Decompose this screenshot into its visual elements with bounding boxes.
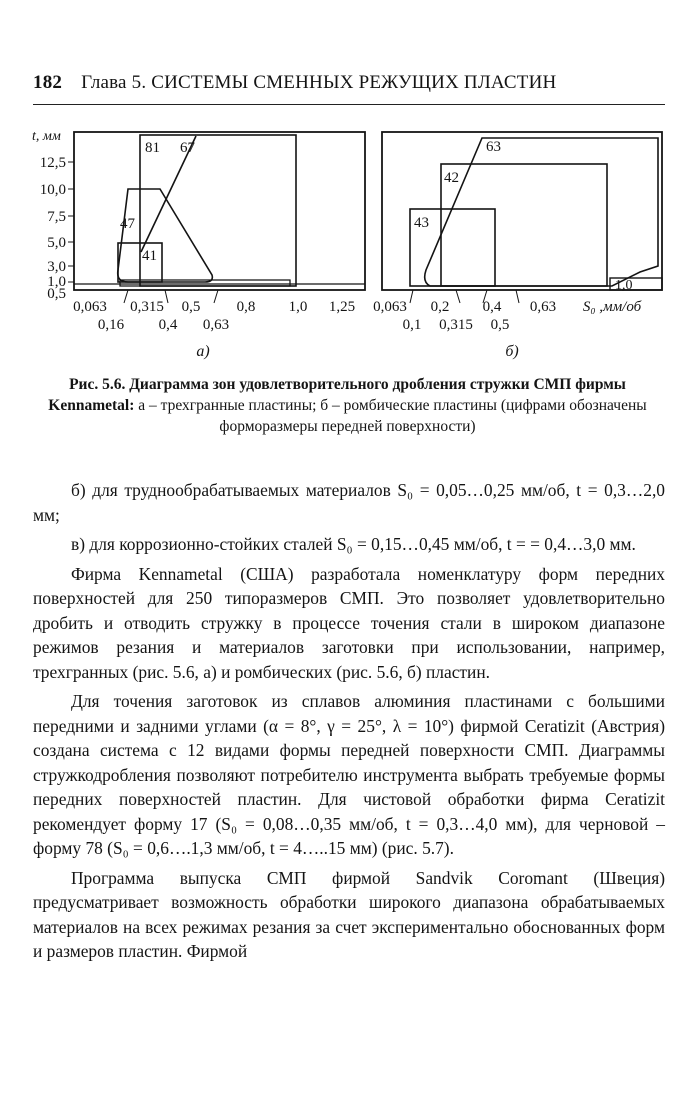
- zone-label-1-0: 1,0: [615, 278, 633, 293]
- x-tick-a: 0,063: [73, 299, 107, 315]
- paragraph: Фирма Kennametal (США) разработала номенклатуру форм передних поверхностей для 250 типоразмеров СМП. Это позволяет удовлетворительно дробить и отводить стружку в процессе точения стали в широком диапазоне режимов резания и материалов заготовки при использовании, например, трехгранных (рис. 5.6, а) и ромбических (рис. 5.6, б) пластин.: [33, 563, 665, 682]
- x-tick-b: 0,063: [373, 299, 407, 315]
- paragraph: Для точения заготовок из сплавов алюминия пластинами с большими передними и задними углами (α = 8°, γ = 25°, λ = 10°) фирмой Ceratizit (Австрия) создана система с 12 видами формы передней поверхности СМП. Диаграммы стружкодробления позволяют потребителю инструмента выбрать требуемые формы передних поверхностей пластин. Для чистовой обработки фирма Ceratizit рекомендует форму 17 (S₀ = 0,08…0,35 мм/об, t = 0,3…4,0 мм), для черновой – форму 78 (S₀ = 0,6….1,3 мм/об, t = 4…..15 мм) (рис. 5.7).: [33, 691, 665, 858]
- panel-b-frame: [382, 132, 662, 290]
- x-tick-b: 0,63: [529, 299, 557, 315]
- zone-81: [140, 135, 296, 286]
- x-tick-a-lower: 0,63: [202, 317, 230, 333]
- caption-rest: а – трехгранные пластины; б – ромбические пластины (цифрами обозначены форморазмеры передней поверхности): [134, 397, 647, 435]
- x-tick-a: 0,315: [130, 299, 164, 315]
- zone-label-42: 42: [444, 170, 459, 186]
- x-tick-b: 0,4: [482, 299, 502, 315]
- x-tick-b: 0,2: [430, 299, 450, 315]
- y-tick: 3,0: [47, 259, 66, 275]
- zone-label-63: 63: [486, 139, 501, 155]
- paragraph: в) для коррозионно-стойких сталей S₀ = 0,15…0,45 мм/об, t = = 0,4…3,0 мм.: [71, 534, 636, 554]
- panel-a: [68, 132, 365, 303]
- zone-63: [425, 138, 658, 286]
- x-tick-b-lower: 0,5: [490, 317, 510, 333]
- zone-label-81: 81: [145, 140, 160, 156]
- panel-b-label: б): [505, 343, 519, 360]
- zone-label-67: 67: [180, 140, 195, 156]
- caption-bold: Рис. 5.6. Диаграмма зон удовлетворительного дробления стружки СМП фирмы Kennametal:: [48, 376, 626, 414]
- x-tick-b-lower: 0,1: [402, 317, 422, 333]
- zone-42: [441, 164, 607, 286]
- y-axis-label: t, мм: [32, 129, 61, 144]
- x-axis-label-b: S₀ ,мм/об: [582, 299, 642, 315]
- zone-label-41: 41: [142, 248, 157, 264]
- chip-breaking-diagram: [0, 110, 695, 372]
- y-tick: 10,0: [39, 182, 66, 198]
- zone-label-47: 47: [120, 216, 135, 232]
- y-tick: 1,0: [47, 274, 66, 290]
- chapter-title: Глава 5. СИСТЕМЫ СМЕННЫХ РЕЖУЩИХ ПЛАСТИН: [81, 72, 557, 93]
- page-number: 182: [33, 72, 63, 93]
- x-tick-a: 1,0: [288, 299, 308, 315]
- x-tick-a: 1,25: [328, 299, 356, 315]
- y-tick: 7,5: [47, 209, 66, 225]
- zone-bottom-band: [120, 280, 290, 286]
- paragraph: Программа выпуска СМП фирмой Sandvik Coromant (Швеция) предусматривает возможность обработки широкого диапазона обрабатываемых материалов на всех режимах резания за счет экспериментально обоснованных форм и размеров пластин. Фирмой: [33, 867, 665, 961]
- x-tick-a-lower: 0,16: [97, 317, 125, 333]
- y-tick: 5,0: [47, 235, 66, 251]
- y-tick: 12,5: [39, 155, 66, 171]
- x-tick-a: 0,8: [236, 299, 256, 315]
- paragraph: б) для труднообрабатываемых материалов S₀ = 0,05…0,25 мм/об, t = 0,3…2,0 мм;: [33, 480, 665, 525]
- x-tick-b-lower: 0,315: [439, 317, 473, 333]
- zone-label-43: 43: [414, 215, 429, 231]
- body-text: [33, 478, 665, 969]
- header-rule: [33, 104, 665, 105]
- panel-a-label: а): [196, 343, 210, 360]
- running-head: [33, 72, 663, 98]
- x-tick-a-lower: 0,4: [158, 317, 178, 333]
- y-tick: 0,5: [47, 286, 66, 302]
- figure-caption: [40, 374, 655, 437]
- x-tick-a: 0,5: [181, 299, 201, 315]
